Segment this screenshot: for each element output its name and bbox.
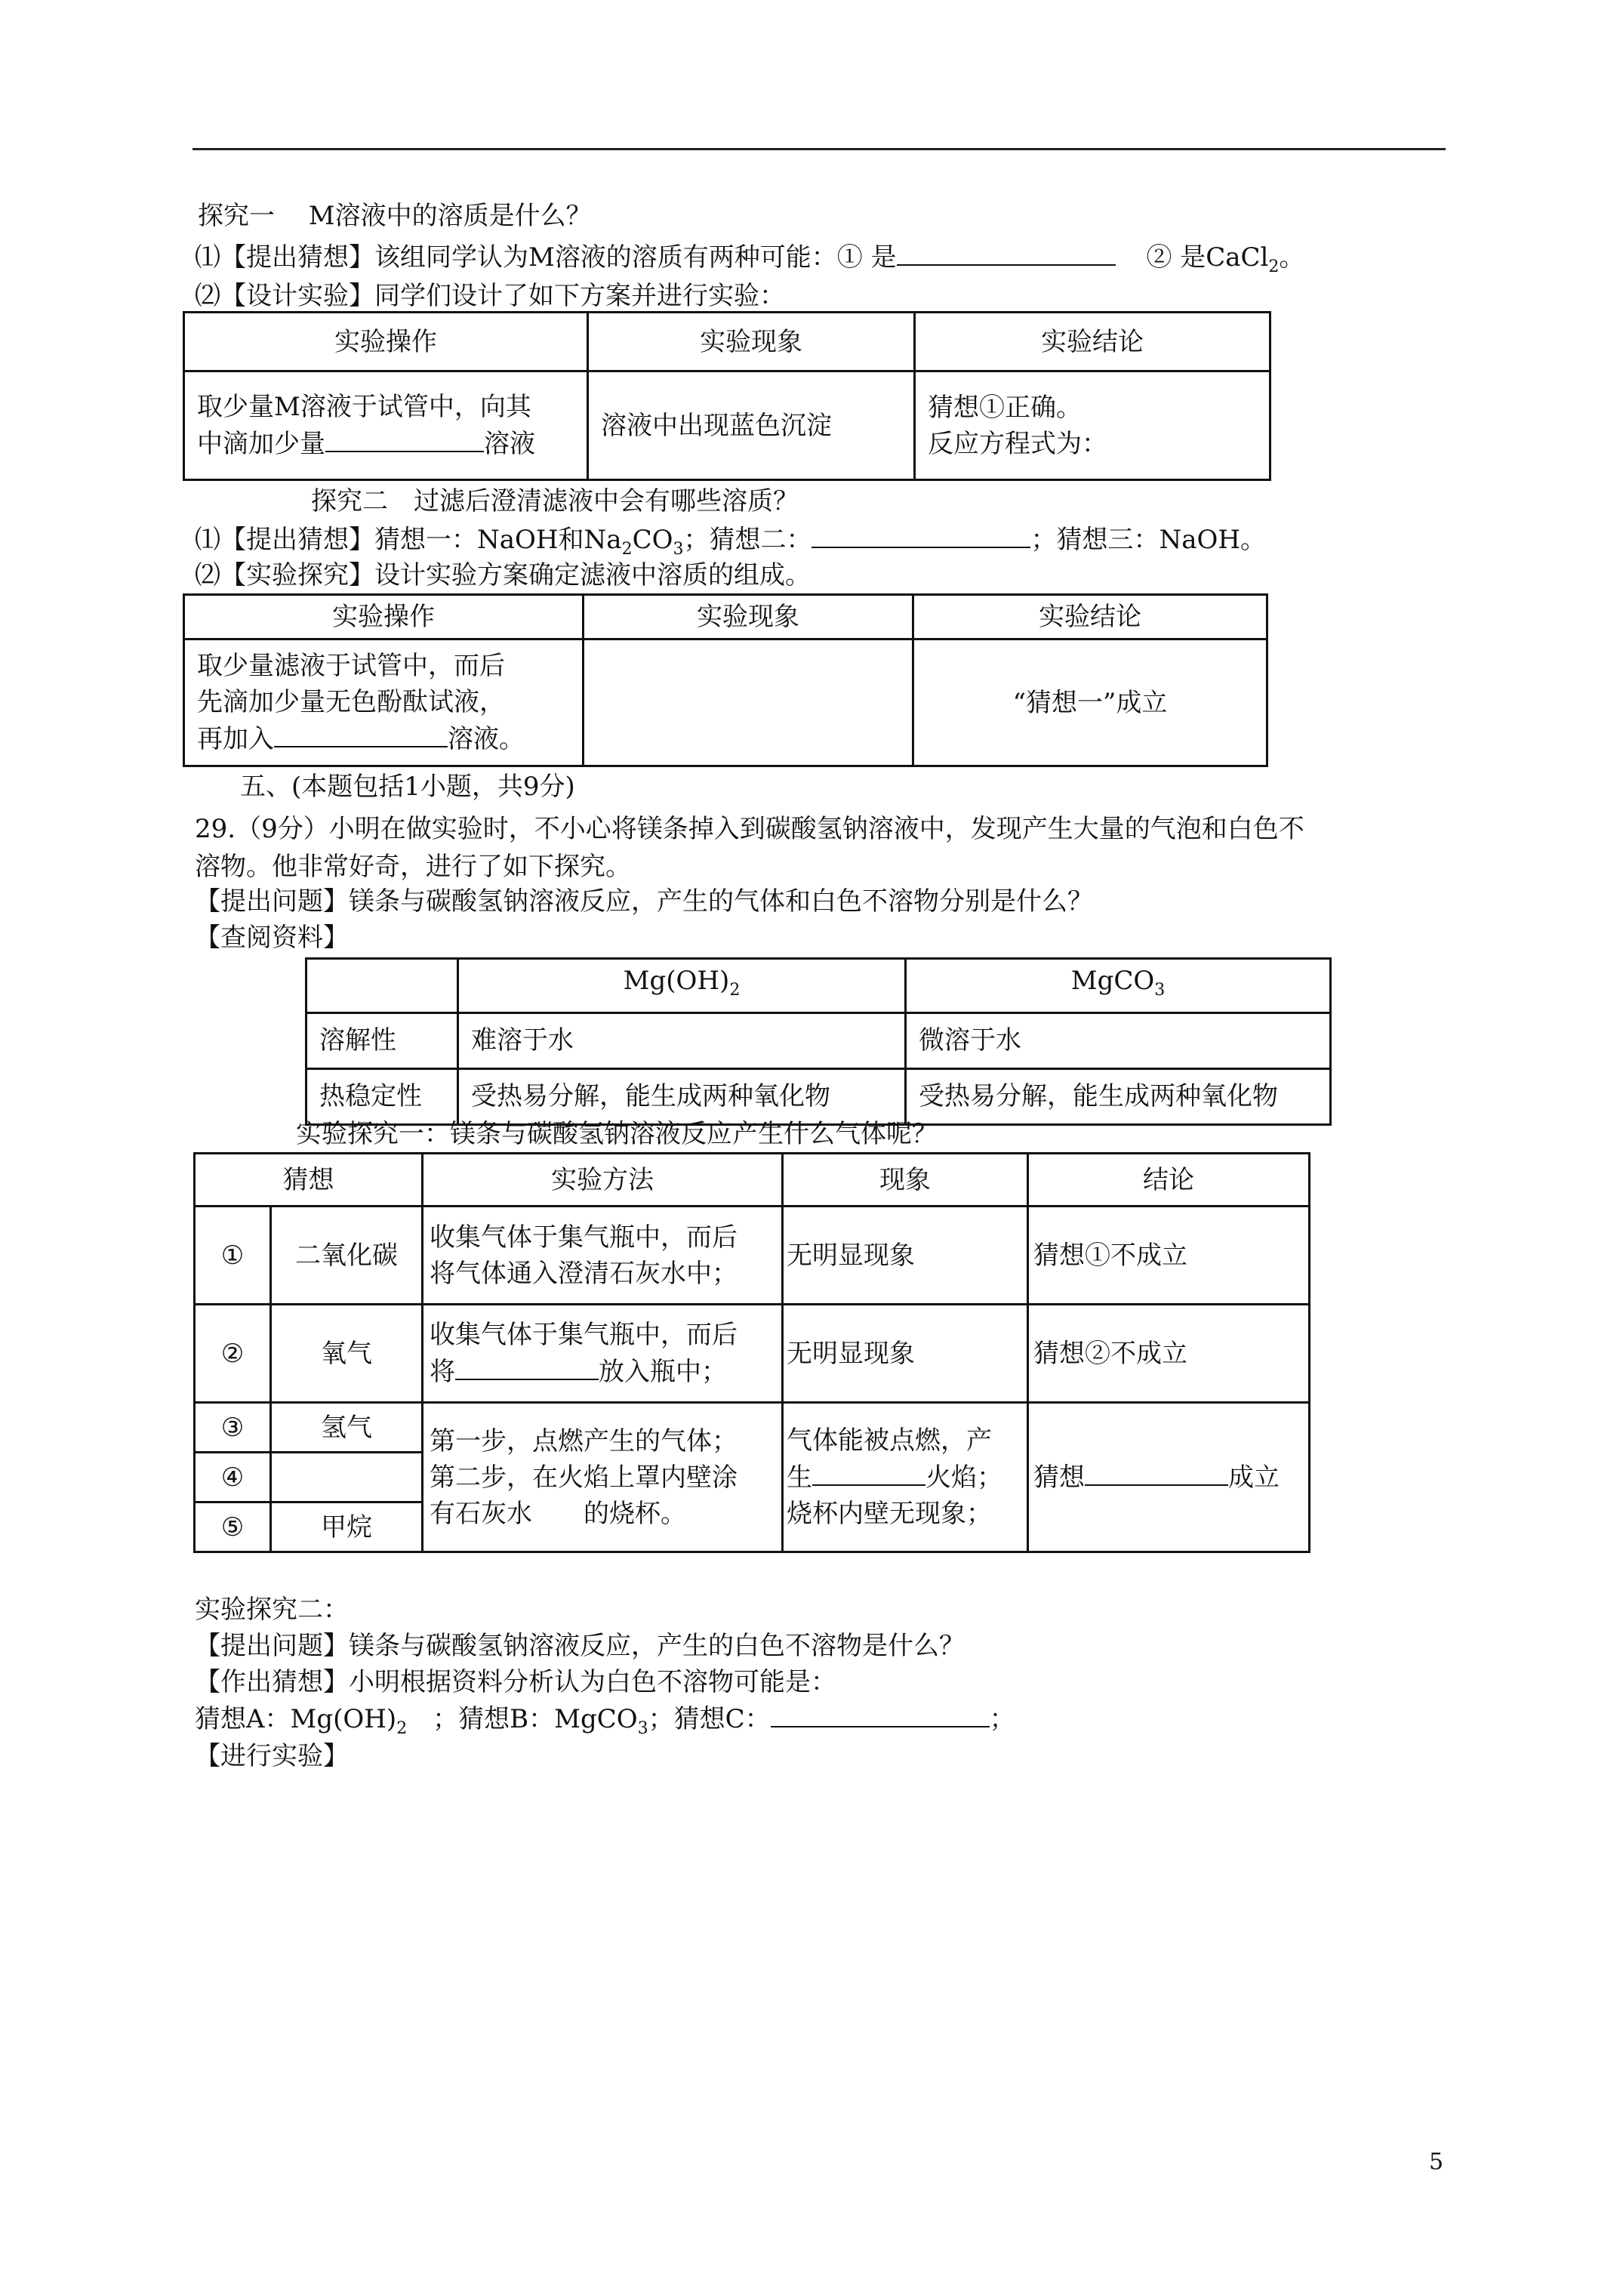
table-cell: ② [195, 1305, 271, 1403]
guess-line: ⑴【提出猜想】该组同学认为M溶液的溶质有两种可能：① 是 ② 是CaCl$_2$。 [195, 239, 1304, 285]
table-cell: 收集气体于集气瓶中，而后 将 放入瓶中； [423, 1305, 783, 1403]
table-cell: ④ [195, 1453, 271, 1502]
answer-blank[interactable] [897, 239, 1116, 266]
answer-blank[interactable] [325, 425, 484, 452]
table-cell: ⑤ [195, 1502, 271, 1552]
answer-blank[interactable] [771, 1700, 990, 1727]
answer-blank[interactable] [274, 720, 448, 747]
table-cell: 猜想 成立 [1028, 1403, 1310, 1552]
table-cell: 受热易分解，能生成两种氧化物 [906, 1068, 1331, 1124]
gas-experiment-table [193, 1152, 1310, 1553]
table-header: $Mg(OH)_2$ [458, 959, 906, 1013]
table-cell: 无明显现象 [783, 1305, 1028, 1403]
table-cell: 溶液中出现蓝色沉淀 [588, 371, 915, 480]
table-cell [584, 639, 913, 766]
table-cell: 取少量滤液于试管中，而后 先滴加少量无色酚酞试液， 再加入 溶液。 [184, 639, 584, 766]
question-29: 29.（9分）小明在做实验时，不小心将镁条掉入到碳酸氢钠溶液中，发现产生大量的气泡和白色不 [195, 814, 1304, 844]
table-cell: 难溶于水 [458, 1012, 906, 1068]
table-cell: 取少量M溶液于试管中，向其 中滴加少量 溶液 [184, 371, 588, 480]
table-header: 结论 [1028, 1154, 1310, 1207]
table-header: MgCO$_3$ [906, 959, 1331, 1013]
table-header: 实验结论 [915, 313, 1270, 371]
table-cell: 第一步，点燃产生的气体； 第二步，在火焰上罩内壁涂 有石灰水 的烧杯。 [423, 1403, 783, 1552]
table-cell: ① [195, 1207, 271, 1305]
ask-question: 【提出问题】镁条与碳酸氢钠溶液反应，产生的气体和白色不溶物分别是什么？ [195, 886, 1093, 917]
page-number: 5 [1429, 2149, 1444, 2175]
answer-blank[interactable] [812, 1459, 925, 1486]
table-cell: 无明显现象 [783, 1207, 1028, 1305]
section-heading: 五、(本题包括1小题，共9分) [240, 772, 575, 802]
table-cell: 气体能被点燃，产 生 火焰； 烧杯内壁无现象； [783, 1403, 1028, 1552]
answer-blank[interactable] [812, 521, 1030, 548]
table-header: 实验现象 [588, 313, 915, 371]
table-header: 现象 [783, 1154, 1028, 1207]
experiment-table-1 [183, 311, 1271, 481]
explore-line: ⑵【实验探究】设计实验方案确定滤液中溶质的组成。 [195, 560, 811, 590]
table-cell: 二氧化碳 [271, 1207, 423, 1305]
explore2-title: 实验探究二： [195, 1595, 349, 1625]
table-cell: 猜想①不成立 [1028, 1207, 1310, 1305]
make-guess: 【作出猜想】小明根据资料分析认为白色不溶物可能是： [195, 1667, 836, 1697]
table-cell: 微溶于水 [906, 1012, 1331, 1068]
table-cell: 甲烷 [271, 1502, 423, 1552]
explore1-title: 实验探究一：镁条与碳酸氢钠溶液反应产生什么气体呢？ [296, 1119, 938, 1149]
table-cell [271, 1453, 423, 1502]
answer-blank[interactable] [455, 1353, 599, 1380]
guess-line-2: ⑴【提出猜想】猜想一：NaOH和$Na_2CO_3$；猜想二： ；猜想三：NaOH。 [195, 521, 1266, 568]
table-cell: 猜想②不成立 [1028, 1305, 1310, 1403]
explore2-heading: 探究二 过滤后澄清滤液中会有哪些溶质？ [311, 486, 799, 516]
table-header: 实验操作 [184, 313, 588, 371]
table-header: 猜想 [195, 1154, 423, 1207]
experiment-table-2 [183, 593, 1268, 767]
table-cell: 收集气体于集气瓶中，而后 将气体通入澄清石灰水中； [423, 1207, 783, 1305]
lookup-heading: 【查阅资料】 [195, 923, 349, 953]
do-experiment: 【进行实验】 [195, 1741, 349, 1771]
header-rule [192, 148, 1446, 150]
table-cell: 猜想①正确。 反应方程式为： [915, 371, 1270, 480]
table-cell: ③ [195, 1403, 271, 1453]
explore1-heading: 探究一 M溶液中的溶质是什么？ [198, 201, 592, 231]
guess-options: 猜想A：$Mg(OH)_2$ ；猜想B：MgCO$_3$；猜想C： ； [195, 1700, 1015, 1747]
table-cell [306, 959, 458, 1013]
ask-question-2: 【提出问题】镁条与碳酸氢钠溶液反应，产生的白色不溶物是什么？ [195, 1631, 965, 1661]
question-29-cont: 溶物。他非常好奇，进行了如下探究。 [195, 852, 631, 882]
table-cell: 氢气 [271, 1403, 423, 1453]
design-line: ⑵【设计实验】同学们设计了如下方案并进行实验： [195, 281, 785, 311]
table-cell: 溶解性 [306, 1012, 458, 1068]
table-cell: 热稳定性 [306, 1068, 458, 1124]
table-cell: “猜想一”成立 [913, 639, 1267, 766]
table-cell: 氧气 [271, 1305, 423, 1403]
table-cell: 受热易分解，能生成两种氧化物 [458, 1068, 906, 1124]
table-header: 实验操作 [184, 595, 584, 639]
reference-table [305, 957, 1332, 1126]
table-header: 实验结论 [913, 595, 1267, 639]
answer-blank[interactable] [1085, 1459, 1228, 1486]
table-header: 实验现象 [584, 595, 913, 639]
table-header: 实验方法 [423, 1154, 783, 1207]
